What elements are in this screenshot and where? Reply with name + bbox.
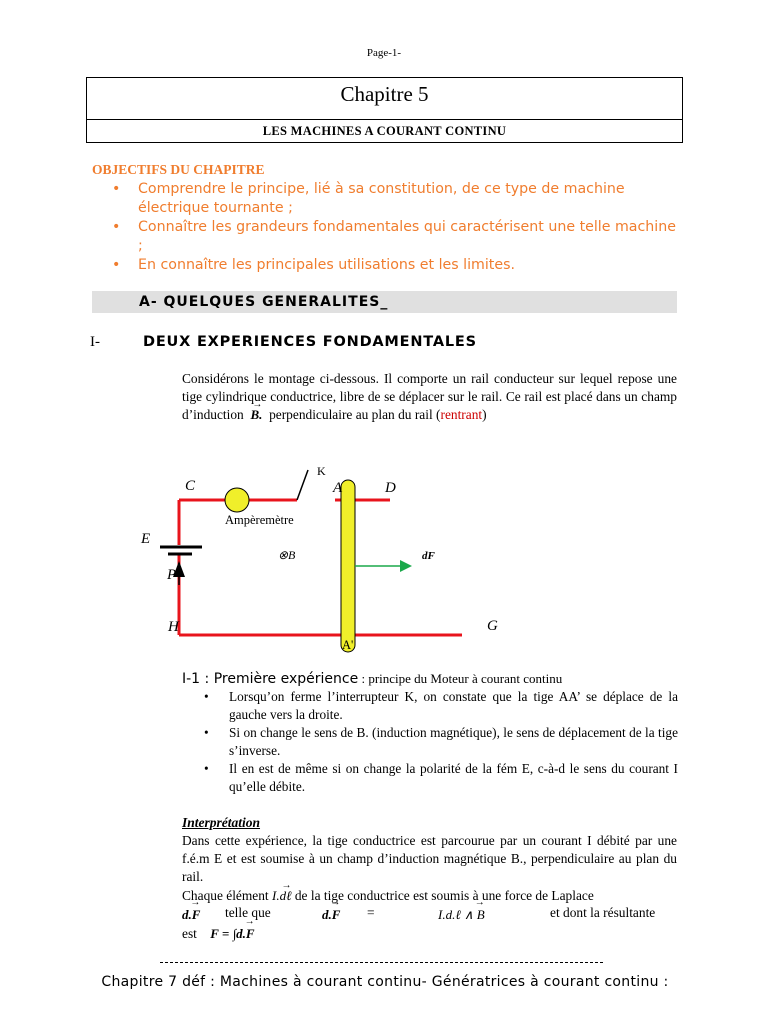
objective-item: • En connaître les principales utilisations et les limites. [110,256,680,275]
label-e: E [141,531,151,547]
intro-text: Considérons le montage ci-dessous. Il comporte un rail conducteur sur lequel repose une tige cylindrique conductrice, libre de se déplacer sur le rail. Ce rail est placé dans un champ d’induction [182,371,677,422]
experience-1-lead: I-1 : Première expérience [182,671,359,687]
experience-1-rest: : principe du Moteur à courant continu [358,671,563,686]
interpretation-paragraph: Dans cette expérience, la tige conductrice est parcourue par un courant I débité par une f.é.m E et est soumise à un champ d’induction magnétique B., perpendiculaire au plan du rail. [182,833,677,884]
switch-k [297,470,308,500]
equals-sign: = [367,905,375,920]
intro-closing: ) [482,407,487,422]
section-i-number: I- [90,334,100,350]
label-field: ⊗B [278,548,296,562]
label-c: C [185,478,196,494]
vector-b: → B. [250,406,262,424]
resultant-formula: → F = ∫d.F [210,926,254,942]
intro-text-after: perpendiculaire au plan du rail ( [269,407,441,422]
footer-divider [160,962,603,963]
label-a-prime: A' [342,638,354,652]
force-arrow-icon [400,560,412,572]
page-number: Page-1- [366,47,402,59]
experience-item: • Il en est de même si on change la polarité de la fém E, c-à-d le sens du courant I qu’elle débite. [200,760,678,796]
laplace-text-b: de la tige conductrice est soumis à une force de Laplace [294,888,594,903]
force-text-b: et dont la résultante [550,905,656,920]
force-text-a: telle que [225,905,271,920]
label-k: K [317,464,326,478]
objective-item: • Comprendre le principe, lié à sa constitution, de ce type de machine électrique tournante ; [110,180,680,218]
circuit-diagram [130,455,530,655]
ammeter-icon [225,488,249,512]
label-d: D [385,480,396,496]
laplace-line [182,887,677,905]
label-h: H [168,619,179,635]
section-a-bar [92,291,677,313]
force-definition-line [182,905,677,923]
vector-idl: → I.dℓ [272,887,292,905]
label-force: dF [422,550,435,562]
label-a: A [333,480,343,496]
experience-item: • Lorsqu’on ferme l’interrupteur K, on constate que la tige AA’ se déplace de la gauche vers la droite. [200,688,678,724]
title-divider [87,119,682,120]
vector-df-2: → d.F [322,907,340,923]
label-ammeter: Ampèremètre [225,513,294,527]
intro-paragraph [182,370,677,424]
experience-1-title [182,671,562,687]
page-footer: Chapitre 7 déf : Machines à courant continu- Génératrices à courant continu : [101,974,669,990]
laplace-text-a: Chaque élément [182,888,269,903]
interpretation-heading: Interprétation [182,815,261,830]
vector-df-1: → d.F [182,907,200,923]
chapter-title-box [86,77,683,143]
experience-item: • Si on change le sens de B. (induction magnétique), le sens de déplacement de la tige s’inverse. [200,724,678,760]
section-i-title: DEUX EXPERIENCES FONDAMENTALES [143,334,477,350]
label-g: G [487,618,498,634]
conducting-rod [341,480,355,652]
intro-red-word: rentrant [440,407,483,422]
chapter-title: Chapitre 5 [340,82,429,106]
objectives-list [110,180,680,275]
section-a-title: A- QUELQUES GENERALITES_ [139,294,389,310]
chapter-subtitle: LES MACHINES A COURANT CONTINU [262,124,507,138]
objectives-heading: OBJECTIFS DU CHAPITRE [92,162,265,177]
objective-item: • Connaître les grandeurs fondamentales qui caractérisent une telle machine ; [110,218,680,256]
resultant-text: est [182,926,197,941]
resultant-line [182,926,255,942]
experience-1-list [200,688,678,796]
label-p: P [167,567,177,583]
vector-idl-cross-b: → I.d.ℓ ∧ B [438,907,485,923]
